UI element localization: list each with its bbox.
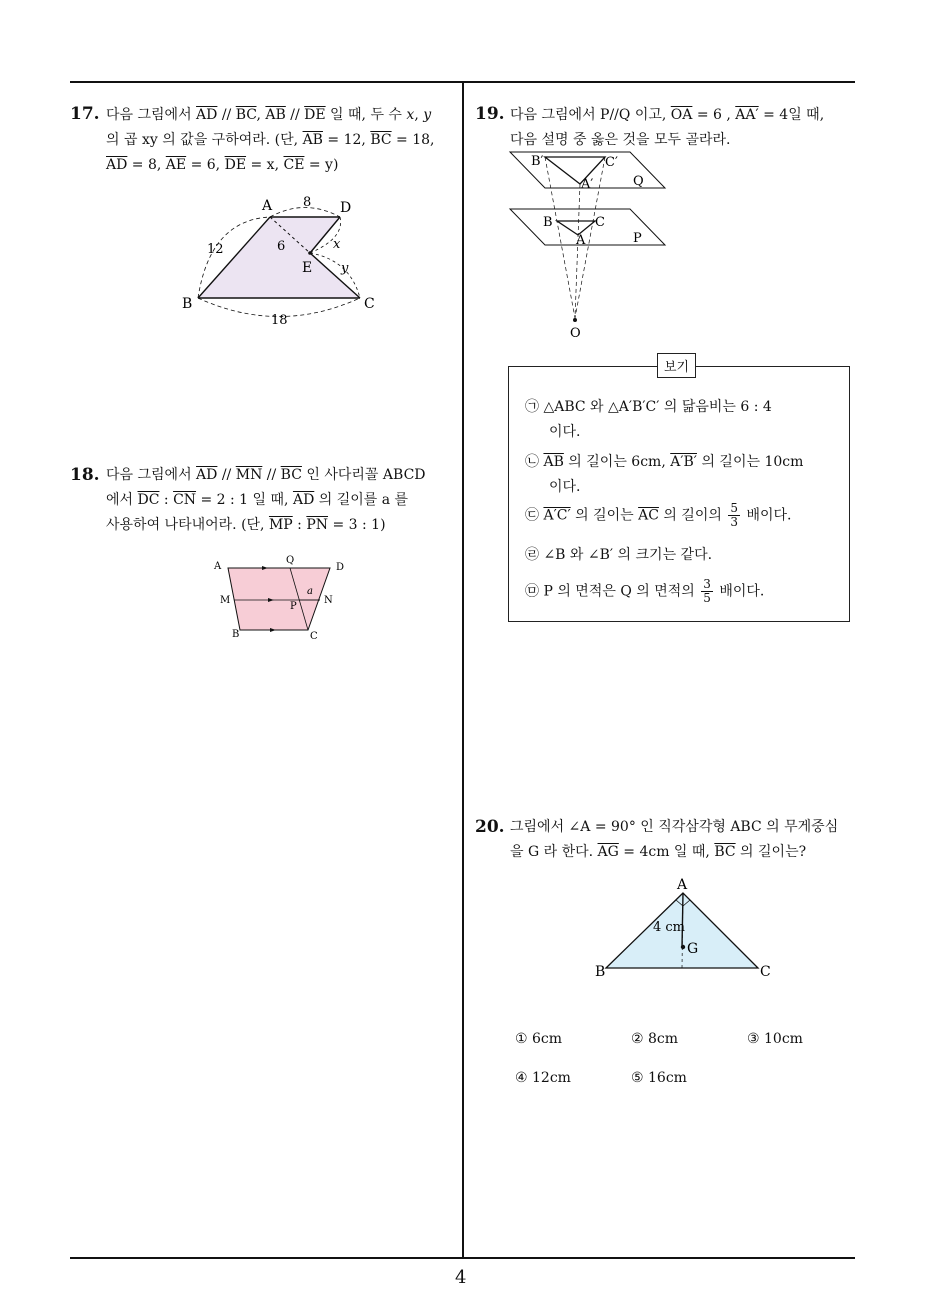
q19-label-A: A: [576, 233, 586, 248]
q19-label-Ap: A′: [581, 177, 594, 192]
q19-figure: [505, 148, 675, 343]
q18-label-A: A: [214, 561, 222, 572]
q18-number: 18.: [70, 465, 100, 485]
q20-choice-5[interactable]: ⑤ 16cm: [631, 1070, 687, 1086]
q19-label-C: C: [595, 215, 605, 230]
q18-label-Q: Q: [286, 555, 295, 566]
q19-label-Cp: C′: [605, 155, 618, 170]
q19-label-Q: Q: [633, 174, 644, 189]
q18-line2: 에서 $\overline{DC}$ : $\overline{CN} = 2$ : 1 일 때, $\overline{AD}$ 의 길이를 a 를: [106, 492, 409, 508]
q19-triangle-upper: [545, 157, 605, 184]
q17-label-B: B: [182, 296, 193, 312]
q18-line3: 사용하여 나타내어라. (단, $\overline{MP}$ : $\overline{PN} = 3$ : 1): [106, 517, 386, 533]
q18-figure: [210, 553, 360, 643]
q20-choice-3[interactable]: ③ 10cm: [747, 1031, 803, 1047]
q18-trapezoid: [228, 568, 330, 630]
q19-label-Bp: B′: [531, 154, 544, 169]
q19-label-B: B: [543, 215, 553, 230]
q17-label-C: C: [364, 296, 375, 312]
q20-label-C: C: [760, 964, 771, 980]
q19-number: 19.: [475, 104, 505, 124]
q17-line3: $\overline{AD} = 8$, $\overline{AE} = 6$, $\overline{DE} = x$, $\overline{CE} = y$): [106, 157, 339, 173]
q19-item-1: ㉠ △ABC 와 △A′B′C′ 의 닮음비는 6 : 4 이다.: [525, 399, 772, 440]
q18-label-C: C: [310, 631, 318, 642]
column-divider: [462, 82, 464, 1259]
q20-choice-2[interactable]: ② 8cm: [631, 1031, 679, 1047]
q20-label-A: A: [677, 877, 688, 893]
q17-shaded-region: [198, 217, 360, 298]
q19-text: [510, 103, 860, 153]
q17-label-de: x: [333, 237, 341, 252]
q18-text: [106, 463, 456, 538]
q20-line1: 그림에서 ∠A = 90° 인 직각삼각형 ABC 의 무게중심: [510, 819, 839, 835]
q20-label-len: 4 cm: [653, 920, 686, 935]
q19-item-4: ㉣ ∠B 와 ∠B′ 의 크기는 같다.: [525, 547, 713, 563]
q20-number: 20.: [475, 817, 505, 837]
q17-label-D: D: [340, 200, 352, 216]
q17-number: 17.: [70, 104, 100, 124]
q17-figure: [170, 190, 400, 335]
q19-item-5-fraction: $\frac{3}{5}$: [703, 577, 711, 605]
q18-label-N: N: [324, 595, 333, 606]
q20-figure: [590, 875, 780, 985]
q19-line1: 다음 그림에서 P//Q 이고, $\overline{OA} = 6$ , AA′ = 4일 때,: [510, 107, 825, 123]
q20-label-G: G: [687, 941, 699, 957]
q17-text: [106, 103, 456, 178]
q17-label-ce: y: [341, 261, 349, 276]
q19-item-5: ㉤ P 의 면적은 Q 의 면적의 $\frac{3}{5}$ 배이다.: [525, 577, 765, 605]
q19-item-3-fraction: $\frac{5}{3}$: [730, 501, 739, 529]
q19-line2: 다음 설명 중 옳은 것을 모두 골라라.: [510, 132, 731, 148]
q17-label-E: E: [302, 260, 313, 276]
q20-line2: 을 G 라 한다. $\overline{AG} = 4cm$ 일 때, $\overline{BC}$ 의 길이는?: [510, 844, 807, 860]
q17-label-ad: 8: [303, 195, 312, 210]
bottom-rule: [70, 1257, 855, 1259]
q17-line2: 의 곱 xy 의 값을 구하여라. (단, $\overline{AB} = 12$, $\overline{BC} = 18$,: [106, 132, 435, 148]
q18-label-a: a: [307, 586, 313, 597]
q18-label-M: M: [220, 595, 231, 606]
q20-choice-1[interactable]: ① 6cm: [515, 1031, 563, 1047]
q19-label-O: O: [570, 326, 581, 341]
q19-item-3: ㉢ A′C′ 의 길이는 $\overline{AC}$ 의 길이의 $\frac{5}{3}$ 배이다.: [525, 501, 792, 529]
q18-label-D: D: [336, 562, 345, 573]
q17-label-ae: 6: [277, 239, 286, 254]
q19-item-2: ㉡ $\overline{AB}$ 의 길이는 6cm, A′B′ 의 길이는 10cm 이다.: [525, 454, 804, 495]
q20-label-B: B: [595, 964, 606, 980]
q20-text: [510, 815, 860, 865]
q17-line1: 다음 그림에서 $\overline{AD} // \overline{BC}$, $\overline{AB} // \overline{DE}$ 일 때, 두 수 x, y: [106, 107, 432, 123]
q20-choice-4[interactable]: ④ 12cm: [515, 1070, 571, 1086]
q19-label-P: P: [633, 231, 642, 246]
q18-line1: 다음 그림에서 $\overline{AD} // \overline{MN} // \overline{BC}$ 인 사다리꼴 ABCD: [106, 467, 426, 483]
q17-label-ab: 12: [207, 242, 224, 257]
q17-label-A: A: [262, 198, 273, 214]
q18-label-B: B: [232, 629, 240, 640]
page-number: 4: [455, 1267, 467, 1288]
q19-bogi-title: 보기: [657, 353, 696, 378]
q18-label-P: P: [290, 601, 297, 612]
q17-label-bc: 18: [271, 313, 288, 328]
